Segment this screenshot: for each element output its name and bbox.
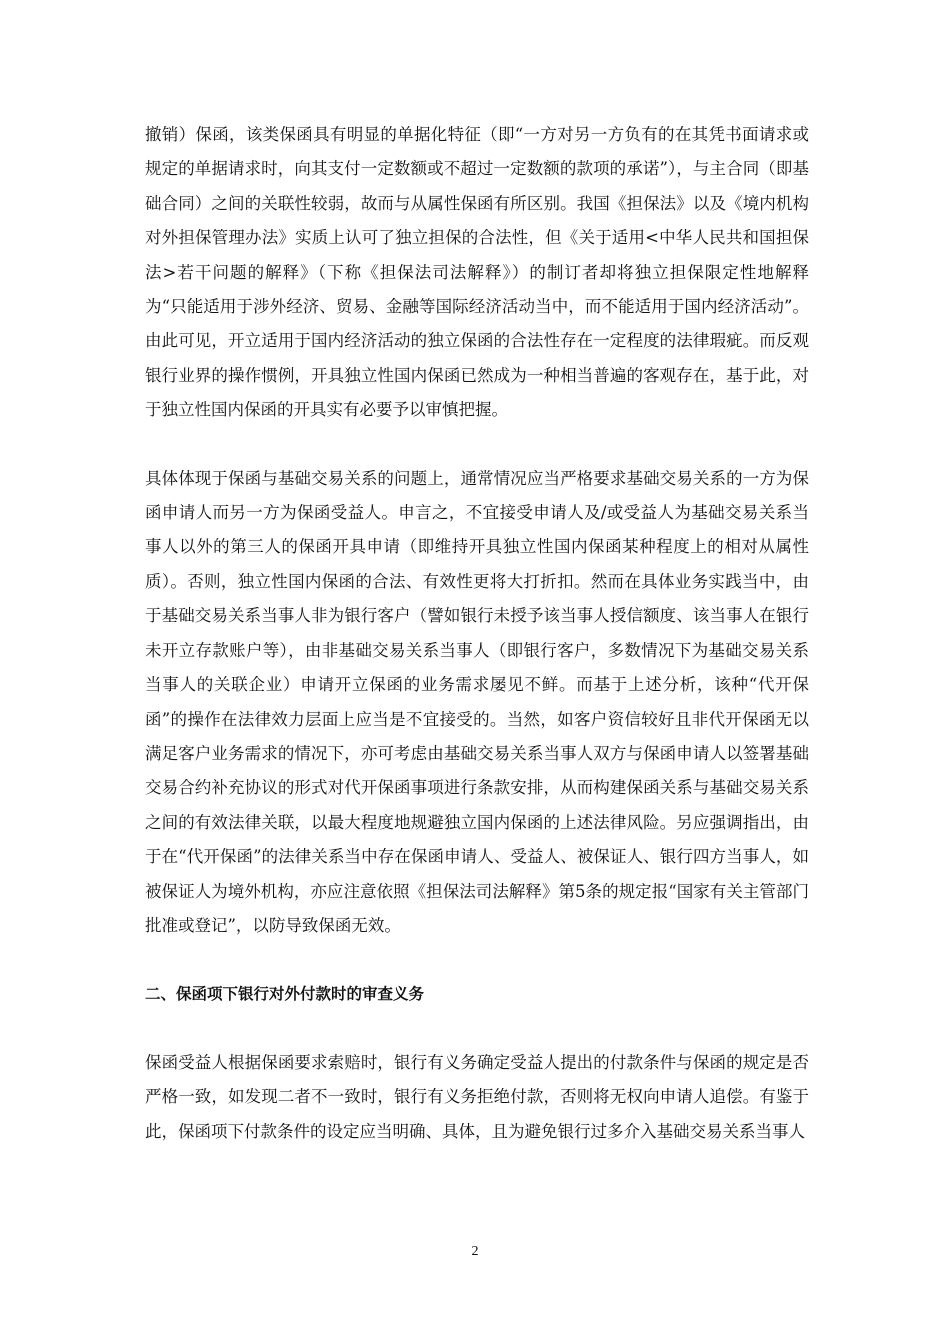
paragraph-3: 保函受益人根据保函要求索赔时，银行有义务确定受益人提出的付款条件与保函的规定是否严格一致，如发现二者不一致时，银行有义务拒绝付款，否则将无权向申请人追偿。有鉴于此，保函项下付款条件的设定应当明确、具体，且为避免银行过多介入基础交易关系当事人 (145, 1052, 809, 1141)
paragraph-spacer (145, 1012, 809, 1046)
page-number: 2 (471, 1244, 479, 1259)
paragraph-2: 具体体现于保函与基础交易关系的问题上，通常情况应当严格要求基础交易关系的一方为保函申请人而另一方为保函受益人。申言之，不宜接受申请人及/或受益人为基础交易关系当事人以外的第三人的保函开具申请（即维持开具独立性国内保函某种程度上的相对从属性质）。否则，独立性国内保函的合法、有效性更将大打折扣。然而在具体业务实践当中，由于基础交易关系当事人非为银行客户（譬如银行未授予该当事人授信额度、该当事人在银行未开立存款账户等），由非基础交易关系当事人（即银行客户，多数情况下为基础交易关系当事人的关联企业）申请开立保函的业务需求屡见不鲜。而基于上述分析，该种“代开保函”的操作在法律效力层面上应当是不宜接受的。当然，如客户资信较好且非代开保函无以满足客户业务需求的情况下，亦可考虑由基础交易关系当事人双方与保函申请人以签署基础交易合约补充协议的形式对代开保函事项进行条款安排，从而构建保函关系与基础交易关系之间的有效法律关联，以最大程度地规避独立国内保函的上述法律风险。另应强调指出，由于在“代开保函”的法律关系当中存在保函申请人、受益人、被保证人、银行四方当事人，如被保证人为境外机构，亦应注意依照《担保法司法解释》第5条的规定报“国家有关主管部门批准或登记”，以防导致保函无效。 (145, 468, 809, 935)
paragraph-spacer (145, 428, 809, 462)
section-heading: 二、保函项下银行对外付款时的审查义务 (145, 985, 425, 1004)
paragraph-spacer (145, 943, 809, 977)
paragraph-1: 撤销）保函，该类保函具有明显的单据化特征（即“一方对另一方负有的在其凭书面请求或规定的单据请求时，向其支付一定数额或不超过一定数额的款项的承诺”），与主合同（即基础合同）之间的关联性较弱，故而与从属性保函有所区别。我国《担保法》以及《境内机构对外担保管理办法》实质上认可了独立担保的合法性，但《关于适用<中华人民共和国担保法>若干问题的解释》（下称《担保法司法解释》）的制订者却将独立担保限定性地解释为“只能适用于涉外经济、贸易、金融等国际经济活动当中，而不能适用于国内经济活动”。由此可见，开立适用于国内经济活动的独立保函的合法性存在一定程度的法律瑕疵。而反观银行业界的操作惯例，开具独立性国内保函已然成为一种相当普遍的客观存在，基于此，对于独立性国内保函的开具实有必要予以审慎把握。 (145, 125, 809, 420)
document-body (145, 118, 809, 1149)
